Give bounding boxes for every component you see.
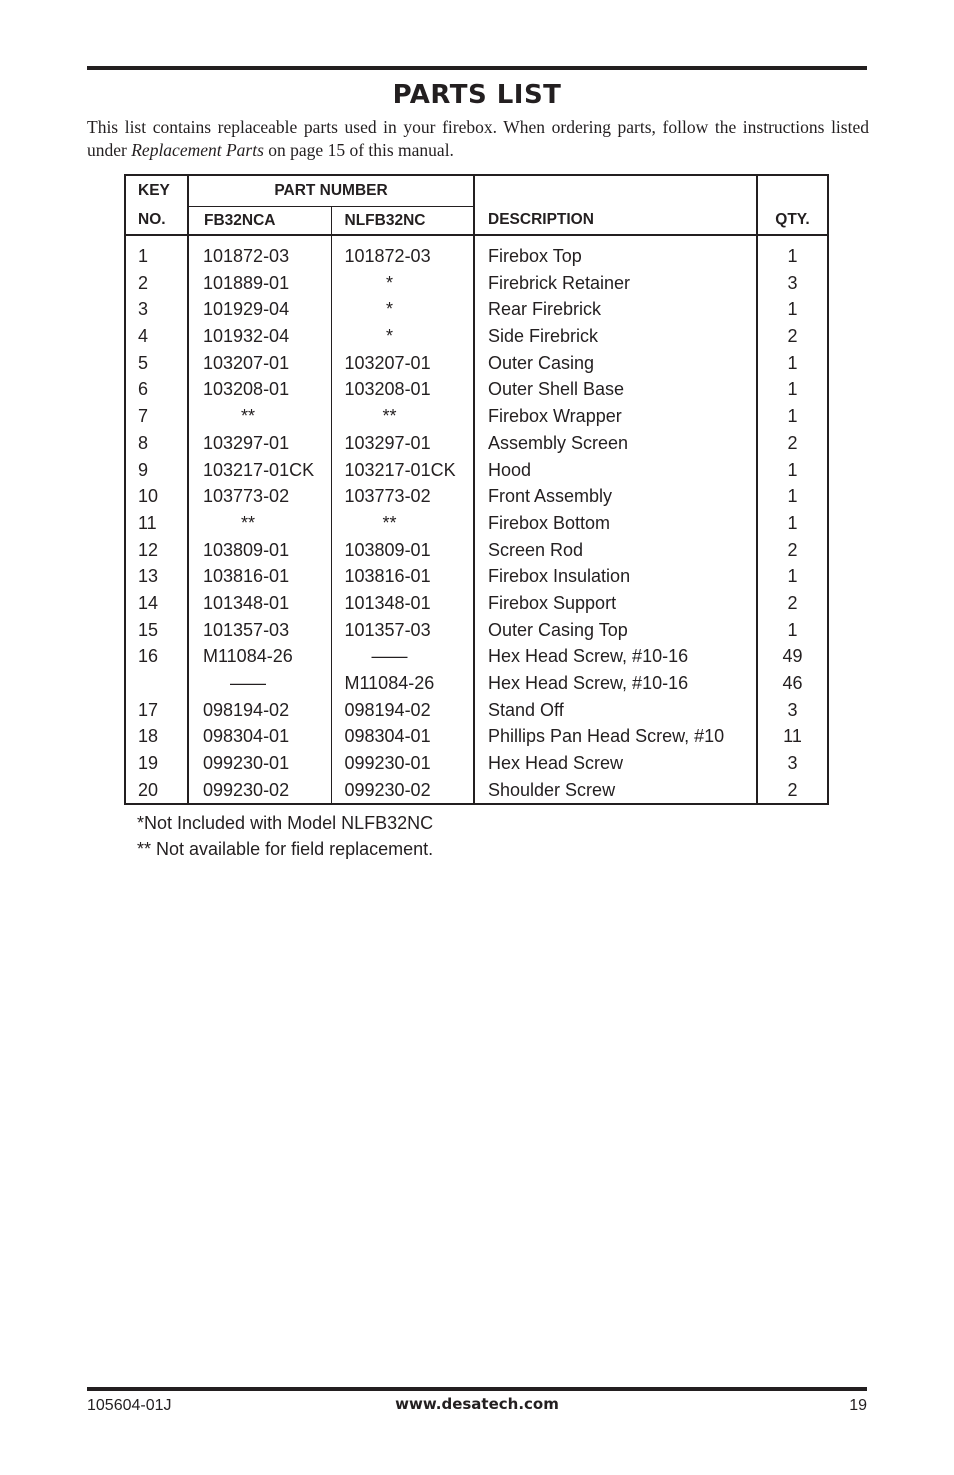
cell-qty: 3 (787, 272, 798, 293)
cell-desc: Hood (488, 459, 532, 480)
cell-nl: 101872-03 (344, 246, 431, 266)
document-number: 105604-01J (87, 1397, 172, 1414)
cell-nl: 103208-01 (344, 379, 431, 400)
cell-key: 11 (138, 512, 157, 533)
cell-nl: 098304-01 (344, 726, 431, 747)
cell-qty: 1 (787, 379, 798, 400)
cell-mark: ** (240, 512, 255, 533)
cell-desc: Screen Rod (488, 539, 584, 560)
website-link[interactable]: www.desatech.com (395, 1395, 559, 1413)
cell-mark: ** (240, 406, 255, 427)
cell-qty: 2 (787, 326, 798, 347)
cell-nl (345, 296, 474, 323)
cell-fb: 101889-01 (203, 272, 290, 293)
cell-qty: 46 (782, 673, 803, 693)
cell-key: 20 (138, 779, 159, 800)
intro-text-italic: Replacement Parts (131, 140, 264, 160)
cell-qty: 1 (787, 406, 798, 427)
model-b-header: NLFB32NC (331, 207, 474, 236)
cell-key: 1 (138, 246, 149, 266)
description-header: DESCRIPTION (474, 175, 757, 235)
top-rule (87, 66, 867, 70)
cell-fb: 098194-02 (203, 699, 290, 720)
table-body-row (125, 235, 828, 804)
cell-desc: Firebox Bottom (488, 512, 611, 533)
cell-nl: 103297-01 (344, 432, 431, 453)
cell-fb: 103809-01 (203, 539, 290, 560)
cell-mark: * (385, 326, 393, 347)
cell-mark: * (385, 272, 393, 293)
description-column (474, 235, 757, 804)
cell-fb: 101348-01 (203, 592, 290, 613)
cell-qty: 3 (787, 699, 798, 720)
cell-desc: Firebox Insulation (488, 566, 631, 587)
cell-qty: 1 (787, 459, 798, 480)
cell-desc: Side Firebrick (488, 326, 599, 347)
page-title: PARTS LIST (392, 80, 562, 110)
cell-key: 5 (138, 352, 149, 373)
cell-qty: 2 (787, 779, 798, 800)
cell-desc: Stand Off (488, 699, 564, 720)
cell-key: 10 (138, 486, 159, 507)
cell-nl: 099230-01 (344, 753, 431, 774)
cell-qty: 2 (787, 432, 798, 453)
cell-desc: Hex Head Screw (488, 753, 624, 774)
intro-text-start: This list contains replaceable parts used in your firebox. When ordering parts, follow the instructions listed under (87, 117, 869, 160)
cell-key: 14 (138, 592, 159, 613)
cell-fb: 103217-01CK (203, 459, 315, 480)
cell-fb: 099230-01 (203, 753, 290, 774)
parts-table (124, 174, 829, 805)
cell-key: 6 (138, 379, 149, 400)
cell-nl: M11084-26 (344, 673, 435, 693)
cell-desc: Assembly Screen (488, 432, 629, 453)
cell-key: 7 (138, 406, 149, 427)
cell-key: 8 (138, 432, 149, 453)
cell-mark: —— (230, 673, 266, 693)
cell-nl: 101357-03 (344, 619, 431, 640)
cell-qty: 1 (787, 352, 798, 373)
cell-qty: 3 (787, 753, 798, 774)
header-row-top (125, 175, 828, 207)
cell-desc: Shoulder Screw (488, 779, 616, 800)
cell-qty: 1 (787, 512, 798, 533)
nlfb32nc-column (331, 235, 474, 804)
cell-qty: 2 (787, 592, 798, 613)
cell-key: 15 (138, 619, 159, 640)
cell-key: 3 (138, 299, 149, 320)
cell-fb: 101932-04 (203, 326, 290, 347)
cell-fb: 103773-02 (203, 486, 290, 507)
cell-nl (345, 510, 474, 537)
cell-desc: Firebox Top (488, 246, 582, 266)
cell-qty: 49 (782, 646, 803, 667)
cell-desc: Firebox Support (488, 592, 617, 613)
cell-nl: 103809-01 (344, 539, 431, 560)
footnotes (137, 810, 433, 862)
key-header-bottom: NO. (125, 207, 188, 236)
cell-qty: 2 (787, 539, 798, 560)
cell-mark: ** (382, 512, 397, 533)
cell-nl: 103217-01CK (344, 459, 456, 480)
cell-fb: 101872-03 (203, 246, 290, 266)
cell-fb: M11084-26 (203, 646, 293, 667)
cell-desc: Outer Casing Top (488, 619, 628, 640)
cell-fb: 103297-01 (203, 432, 290, 453)
cell-nl: 099230-02 (344, 779, 431, 800)
cell-nl: 098194-02 (344, 699, 431, 720)
qty-header: QTY. (757, 175, 828, 235)
key-header-top: KEY (125, 175, 188, 207)
cell-key: 18 (138, 726, 159, 747)
cell-qty: 1 (787, 486, 798, 507)
qty-column (757, 235, 828, 804)
cell-mark: —— (371, 646, 408, 667)
cell-mark: ** (382, 406, 397, 427)
cell-fb (203, 510, 331, 537)
cell-fb: 098304-01 (203, 726, 290, 747)
cell-key: 9 (138, 459, 149, 480)
cell-qty: 1 (787, 246, 798, 266)
cell-fb (203, 403, 331, 430)
part-number-header: PART NUMBER (188, 175, 474, 207)
intro-text-end: on page 15 of this manual. (263, 140, 454, 160)
cell-key: 2 (138, 272, 149, 293)
fb32nca-column (188, 235, 331, 804)
cell-fb (203, 670, 331, 697)
cell-qty: 1 (787, 299, 798, 320)
cell-desc: Hex Head Screw, #10-16 (488, 673, 689, 693)
cell-nl: 103816-01 (344, 566, 431, 587)
cell-qty: 1 (787, 619, 798, 640)
cell-key: 17 (138, 699, 159, 720)
cell-qty: 1 (787, 566, 798, 587)
key-column (125, 235, 188, 804)
cell-key: 4 (138, 326, 149, 347)
cell-nl (345, 270, 474, 297)
page-number: 19 (849, 1397, 867, 1414)
cell-fb: 101929-04 (203, 299, 290, 320)
cell-nl: 103207-01 (344, 352, 431, 373)
cell-key: 16 (138, 646, 159, 667)
cell-fb: 099230-02 (203, 779, 290, 800)
cell-fb: 103207-01 (203, 352, 290, 373)
cell-desc: Phillips Pan Head Screw, #10 (488, 726, 725, 747)
cell-nl: 101348-01 (344, 592, 431, 613)
cell-nl (345, 643, 474, 670)
cell-fb: 103208-01 (203, 379, 290, 400)
bottom-rule (87, 1387, 867, 1391)
cell-key: 12 (138, 539, 159, 560)
cell-nl: 103773-02 (344, 486, 431, 507)
cell-desc: Outer Shell Base (488, 379, 625, 400)
cell-nl (345, 323, 474, 350)
model-a-header: FB32NCA (188, 207, 331, 236)
cell-key (138, 670, 187, 697)
cell-desc: Front Assembly (488, 486, 613, 507)
footnote-double-star: ** Not available for field replacement. (137, 839, 434, 859)
cell-mark: * (385, 299, 393, 320)
intro-paragraph (87, 116, 869, 162)
cell-desc: Firebrick Retainer (488, 272, 631, 293)
cell-desc: Firebox Wrapper (488, 406, 622, 427)
cell-key: 13 (138, 566, 159, 587)
footnote-single-star: *Not Included with Model NLFB32NC (137, 813, 434, 833)
cell-fb: 101357-03 (203, 619, 290, 640)
cell-desc: Rear Firebrick (488, 299, 602, 320)
cell-desc: Hex Head Screw, #10-16 (488, 646, 689, 667)
cell-fb: 103816-01 (203, 566, 290, 587)
cell-nl (345, 403, 474, 430)
cell-desc: Outer Casing (488, 352, 595, 373)
cell-key: 19 (138, 753, 159, 774)
cell-qty: 11 (783, 726, 802, 747)
